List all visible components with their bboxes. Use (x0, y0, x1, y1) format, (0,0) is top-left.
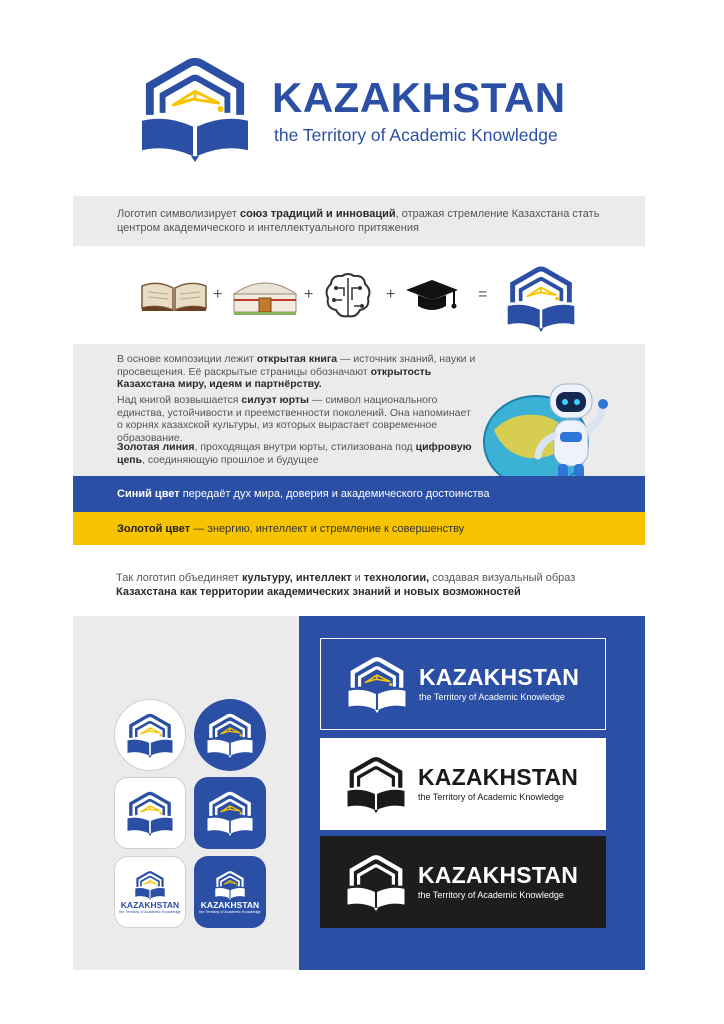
logo-icon (213, 870, 247, 900)
blue-color-band: Синий цвет передаёт дух мира, доверия и академического достоинства (73, 476, 645, 512)
badge-circle-white (114, 699, 186, 771)
badge-square-white (114, 777, 186, 849)
badge-square-white-text (114, 856, 186, 928)
logo-icon (125, 790, 175, 836)
open-book-icon (140, 278, 208, 312)
yurt-icon (230, 274, 300, 316)
logo-icon (205, 712, 255, 758)
description-para-2: Над книгой возвышается силуэт юрты — символ национального единства, устойчивости и преемственности поколений. Она напоминает о корнях казахской культуры, из которых вырастает современное образование. (117, 394, 471, 444)
badge-circle-blue (194, 699, 266, 771)
mini-brand-subtitle: the Territory of Academic Knowledge (119, 909, 181, 914)
equals-sign: = (478, 286, 488, 303)
plus-sign: + (304, 286, 314, 303)
badge-square-blue (194, 777, 266, 849)
logo-card-blue (320, 638, 606, 730)
card-title: KAZAKHSTAN (419, 664, 580, 690)
card-title: KAZAKHSTAN (418, 764, 579, 790)
digital-brain-icon (322, 270, 374, 322)
gold-color-band: Золотой цвет — энергию, интеллект и стремление к совершенству (73, 512, 645, 545)
card-subtitle: the Territory of Academic Knowledge (418, 792, 564, 802)
result-logo-icon (504, 264, 578, 332)
plus-sign: + (386, 286, 396, 303)
mini-brand-title: KAZAKHSTAN (120, 899, 180, 910)
summary-text: Так логотип объединяет культуру, интеллект и технологии, создавая визуальный образ Казахстана как территории академических знаний и новых возможностей (116, 572, 576, 598)
main-logo-icon (136, 54, 254, 162)
mini-brand-subtitle: the Territory of Academic Knowledge (199, 909, 261, 914)
intro-band: Логотип символизирует союз традиций и инноваций, отражая стремление Казахстана стать центром академического и интеллектуального притяжения (73, 196, 645, 246)
logo-icon (345, 655, 409, 713)
plus-sign: + (213, 286, 223, 303)
mini-brand-title: KAZAKHSTAN (200, 899, 260, 910)
card-subtitle: the Territory of Academic Knowledge (418, 890, 564, 900)
logo-icon (125, 712, 175, 758)
badge-square-blue-text (194, 856, 266, 928)
description-para-3: Золотая линия, проходящая внутри юрты, стилизована под цифровую цепь, соединяющую прошлое и будущее (117, 441, 472, 466)
logo-card-white (320, 738, 606, 830)
globe-robot-illustration (474, 380, 634, 490)
logo-icon (205, 790, 255, 836)
card-title: KAZAKHSTAN (418, 862, 579, 888)
graduation-cap-icon (404, 276, 460, 316)
logo-icon (133, 870, 167, 900)
description-para-1: В основе композиции лежит открытая книга — источник знаний, науки и просвещения. Её раскрытые страницы обозначают открытость Казахстана миру, идеям и партнёрству. (117, 353, 476, 390)
card-subtitle: the Territory of Academic Knowledge (419, 692, 565, 702)
logo-icon (344, 853, 408, 911)
brand-subtitle: the Territory of Academic Knowledge (274, 125, 558, 145)
logo-icon (344, 755, 408, 813)
brand-title: KAZAKHSTAN (272, 74, 566, 121)
logo-card-black (320, 836, 606, 928)
